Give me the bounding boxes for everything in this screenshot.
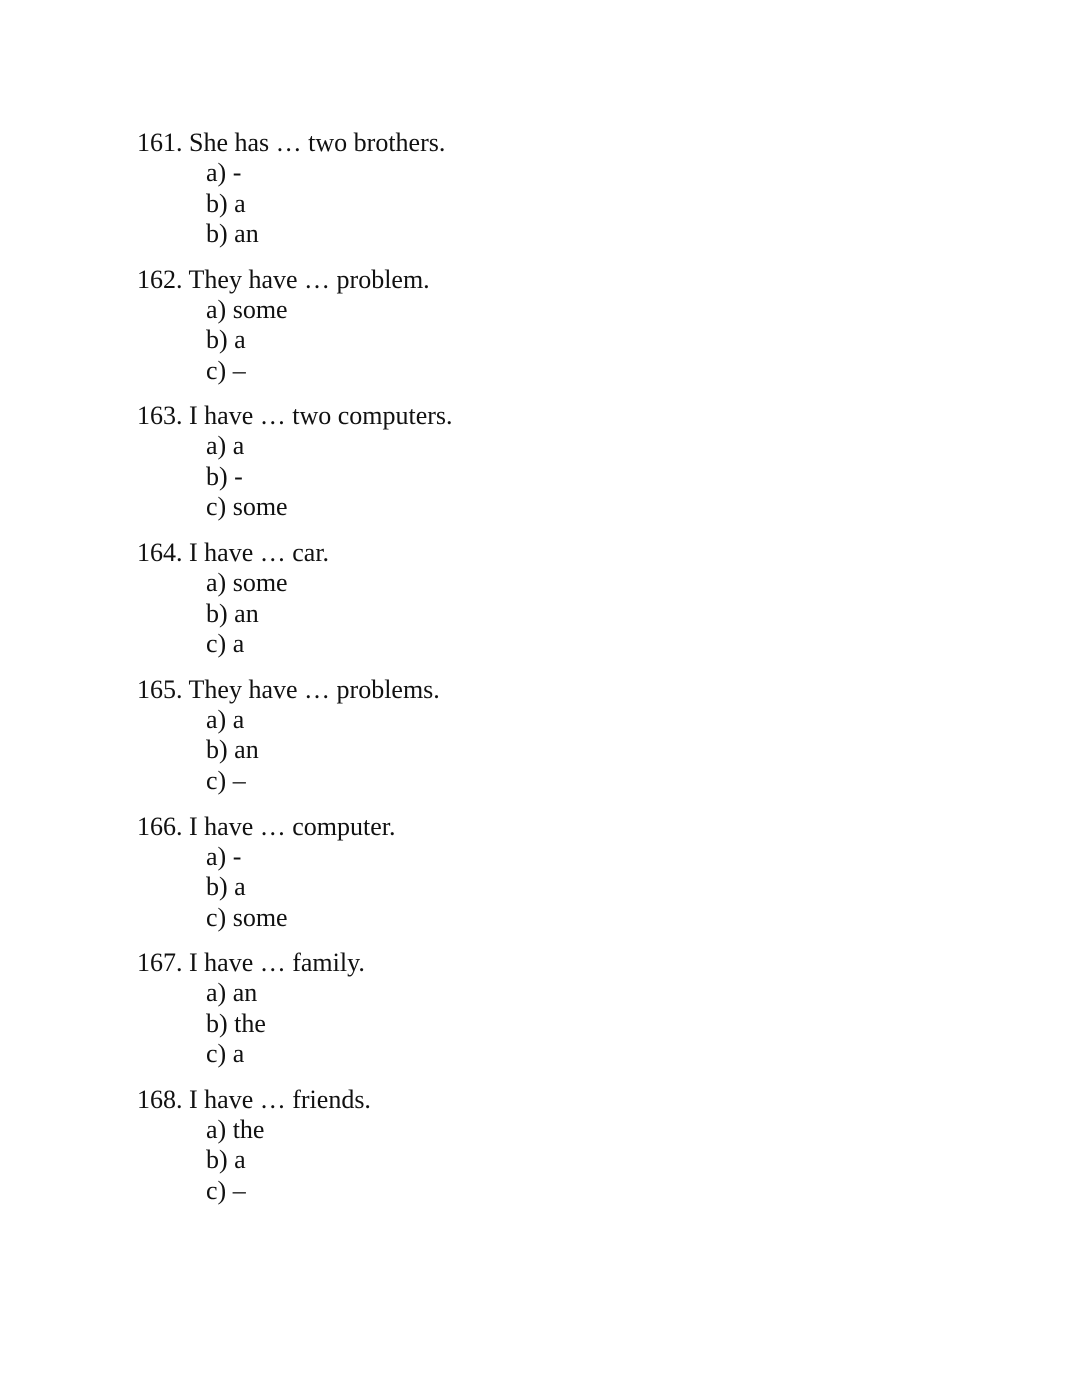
question-block xyxy=(137,1084,371,1207)
answer-option: c) a xyxy=(206,1039,245,1069)
answer-option: b) the xyxy=(206,1008,266,1038)
answer-option: c) a xyxy=(206,629,245,659)
answer-option: c) – xyxy=(206,355,246,385)
question-block xyxy=(137,674,440,797)
answer-option: b) a xyxy=(206,1145,246,1175)
answer-option: c) some xyxy=(206,492,288,522)
answer-option: a) the xyxy=(206,1114,265,1144)
answer-option: b) a xyxy=(206,872,246,901)
answer-option: b) an xyxy=(206,219,259,248)
question-block xyxy=(137,127,445,250)
question-block xyxy=(137,537,329,660)
question-block xyxy=(137,264,430,387)
answer-option: a) - xyxy=(206,841,242,871)
question-stem: 161. She has … two brothers. xyxy=(137,128,446,157)
answer-option: b) - xyxy=(206,461,243,491)
answer-option: c) – xyxy=(206,1175,246,1205)
question-stem: 162. They have … problem. xyxy=(137,264,430,294)
question-stem: 168. I have … friends. xyxy=(137,1084,371,1114)
question-stem: 167. I have … family. xyxy=(137,948,365,978)
question-block xyxy=(137,947,365,1070)
answer-option: b) an xyxy=(206,735,259,765)
answer-option: b) a xyxy=(206,325,246,355)
answer-option: a) some xyxy=(206,568,288,598)
answer-option: b) a xyxy=(206,188,246,218)
answer-option: a) - xyxy=(206,158,242,187)
question-block xyxy=(137,811,396,934)
answer-option: a) a xyxy=(206,704,245,734)
question-block xyxy=(137,400,453,523)
question-stem: 164. I have … car. xyxy=(137,538,330,568)
answer-option: a) an xyxy=(206,978,258,1008)
answer-option: c) some xyxy=(206,902,288,932)
question-stem: 165. They have … problems. xyxy=(137,674,440,704)
answer-option: a) some xyxy=(206,294,288,324)
answer-option: b) an xyxy=(206,598,259,628)
question-stem: 166. I have … computer. xyxy=(137,811,396,841)
answer-option: a) a xyxy=(206,431,245,461)
question-stem: 163. I have … two computers. xyxy=(137,401,453,431)
answer-option: c) – xyxy=(206,765,246,795)
